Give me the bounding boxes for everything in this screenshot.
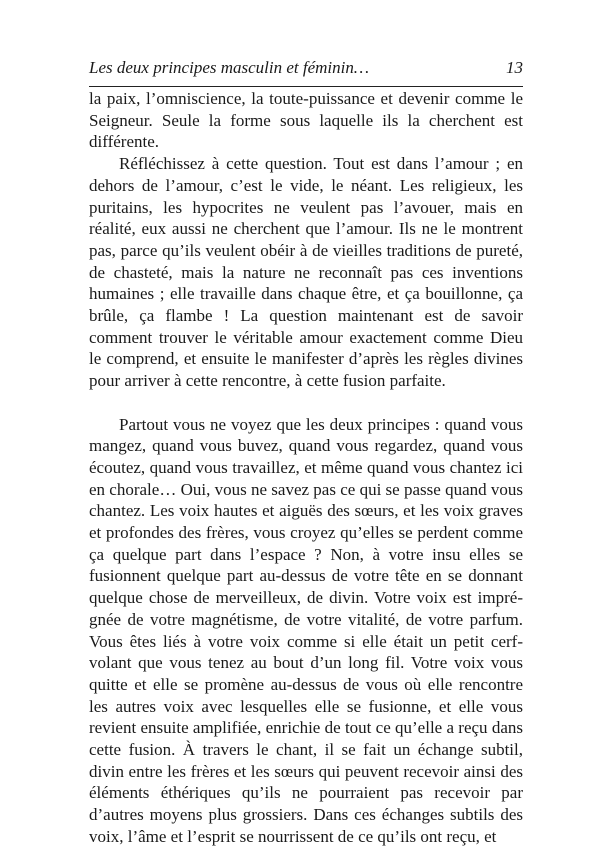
header-rule [89,86,523,87]
running-title: Les deux principes masculin et féminin… [89,58,369,77]
page-number: 13 [506,58,523,77]
paragraph: Partout vous ne voyez que les deux principes : quand vous mangez, quand vous buvez, quand vous regardez, quand vous écoutez, quand vous travaillez, et même quand vous chantez ici en chorale… Oui, vous ne savez pas ce qui se passe quand vous chantez. Les voix hautes et aiguës des sœurs, et les voix graves et profondes des frères, vous croyez qu’elles se perdent comme ça quelque part dans l’espace ? Non, à votre insu elles se fusionnent quelque part au-dessus de votre tête en se donnant quelque chose de merveilleux, de divin. Votre voix est imprégnée de votre magnétisme, de votre vitalité, de votre parfum. Vous êtes liés à votre voix comme si elle était un petit cerf-volant que vous tenez au bout d’un long fil. Votre voix vous quitte et elle se promène au-dessus de vous où elle rencontre les autres voix avec lesquelles elle se fusionne, et elle vous revient ensuite amplifiée, enrichie de tout ce qu’elle a reçu dans cette fusion. À travers le chant, il se fait un échange subtil, divin entre les frères et les sœurs qui peuvent recevoir ainsi des éléments éthériques qu’ils ne pourraient pas recevoir par d’autres moyens plus grossiers. Dans ces échanges subtils des voix, l’âme et l’esprit se nourrissent de ce qu’ils ont reçu, et [89,414,523,846]
paragraph: Réfléchissez à cette question. Tout est dans l’amour ; en dehors de l’amour, c’est le vide, le néant. Les religieux, les puritains, les hypocrites ne veulent pas l’avouer, mais en réalité, eux aussi ne cherchent que l’amour. Ils ne le montrent pas, parce qu’ils veulent obéir à de vieilles traditions de pureté, de chasteté, mais la nature ne reconnaît pas ces inventions humaines ; elle travaille dans chaque être, et ça bouillonne, ça brûle, ça flambe ! La question maintenant est de savoir comment trouver le véritable amour exactement comme Dieu le comprend, et ensuite le manifester d’après les règles divines pour arriver à cette rencontre, à cette fusion parfaite. [89,154,523,391]
body-text [89,88,523,848]
running-head [89,58,523,84]
paragraph-continued: la paix, l’omniscience, la toute-puissance et devenir comme le Seigneur. Seule la forme sous laquelle ils la cherchent est différente. [89,89,523,152]
